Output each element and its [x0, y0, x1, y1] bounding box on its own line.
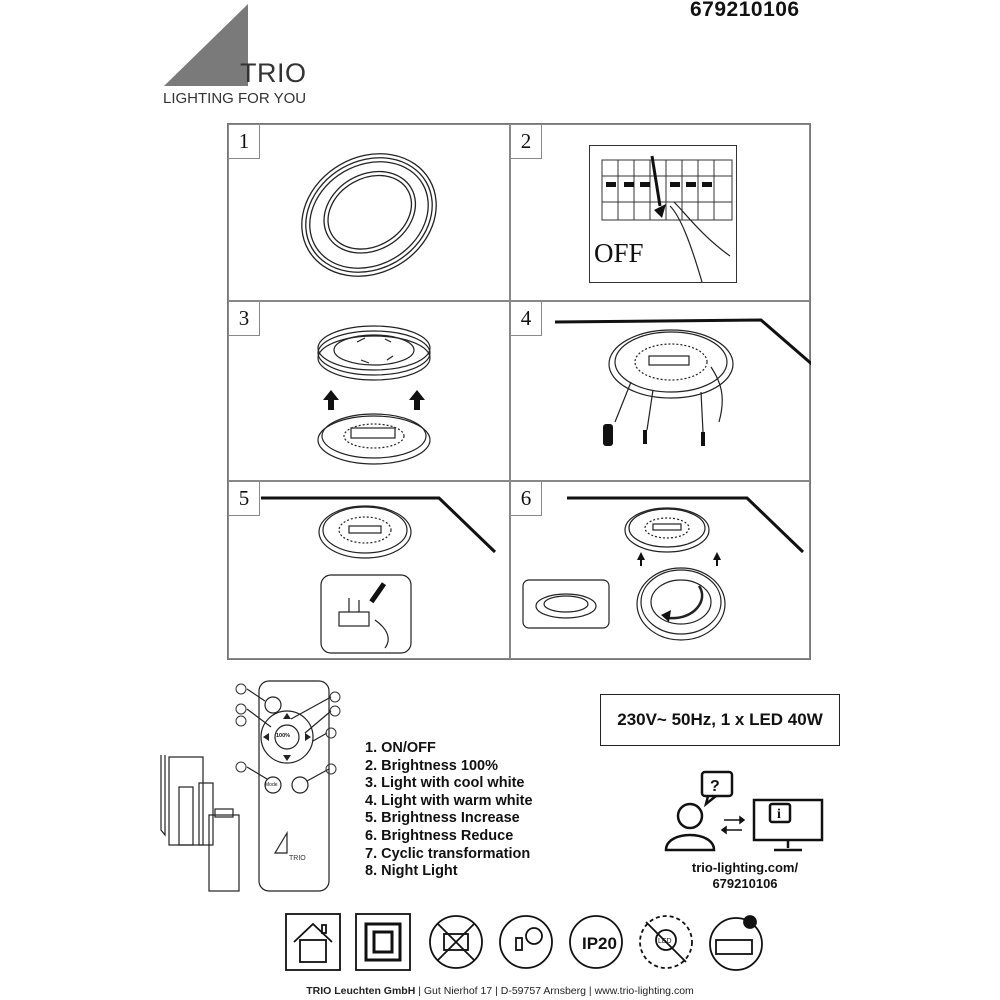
legend-item: 3. Light with cool white: [365, 775, 525, 792]
wiring-illustration: [259, 490, 509, 655]
fuse-box-illustration: [589, 145, 737, 283]
certification-icons: [284, 912, 774, 974]
mount-base-illustration: [541, 312, 811, 477]
led-label: LED: [658, 938, 672, 945]
installation-steps-grid: [227, 123, 811, 660]
support-info-icon: [660, 770, 830, 855]
brand-tagline: LIGHTING FOR YOU: [163, 90, 307, 107]
footer-company: TRIO Leuchten GmbH: [306, 985, 416, 997]
svg-text:?: ?: [710, 778, 720, 795]
footer: TRIO Leuchten GmbH | Gut Nierhof 17 | D-59757 Arnsberg | www.trio-lighting.com: [306, 985, 694, 997]
brand-name: TRIO: [240, 58, 307, 88]
footer-address2: D-59757 Arnsberg: [500, 985, 586, 997]
step-number: 1: [229, 125, 260, 159]
remote-brand-label: TRIO: [289, 855, 306, 862]
attach-cover-illustration: [519, 490, 811, 655]
step-1-panel: [228, 124, 510, 301]
legend-item: 2. Brightness 100%: [365, 757, 498, 774]
footer-website[interactable]: www.trio-lighting.com: [594, 985, 694, 997]
luminaire-front-illustration: [289, 140, 449, 290]
not-dimmable-icon: [430, 916, 482, 968]
step-number: 5: [229, 482, 260, 516]
protection-class-ii-icon: [356, 914, 410, 970]
remote-legend: [365, 740, 533, 881]
product-code: 679210106: [690, 0, 800, 21]
step-number: 4: [511, 302, 542, 336]
step-5-panel: [228, 481, 510, 659]
step-3-panel: [228, 301, 510, 481]
legend-item: 7. Cyclic transformation: [365, 845, 531, 862]
remote-mode-label: Mode: [265, 782, 278, 788]
off-label: OFF: [594, 238, 644, 268]
step-number: 2: [511, 125, 542, 159]
legend-item: 6. Brightness Reduce: [365, 827, 514, 844]
legend-item: 4. Light with warm white: [365, 792, 533, 809]
support-url[interactable]: [690, 860, 800, 892]
footer-address1: Gut Nierhof 17: [423, 985, 493, 997]
svg-text:i: i: [777, 807, 781, 822]
led-bulb-icon: [500, 916, 552, 968]
dispose-recycling-icon: [710, 916, 762, 970]
legend-item: 8. Night Light: [365, 863, 458, 880]
step-number: 6: [511, 482, 542, 516]
electrical-spec: 230V~ 50Hz, 1 x LED 40W: [600, 694, 840, 746]
indoor-use-icon: [286, 914, 340, 970]
step-2-panel: [510, 124, 810, 301]
legend-item: 5. Brightness Increase: [365, 810, 520, 827]
ip20-label: IP20: [582, 934, 617, 953]
step-number: 3: [229, 302, 260, 336]
support-url-line2[interactable]: 679210106: [712, 876, 778, 891]
legend-item: 1. ON/OFF: [365, 740, 436, 756]
remote-control-illustration: [155, 675, 355, 900]
step-6-panel: [510, 481, 810, 659]
step-4-panel: [510, 301, 810, 481]
support-url-line1[interactable]: trio-lighting.com/: [691, 860, 799, 875]
remote-center-label: 100%: [276, 733, 291, 739]
remove-cover-illustration: [309, 320, 439, 475]
